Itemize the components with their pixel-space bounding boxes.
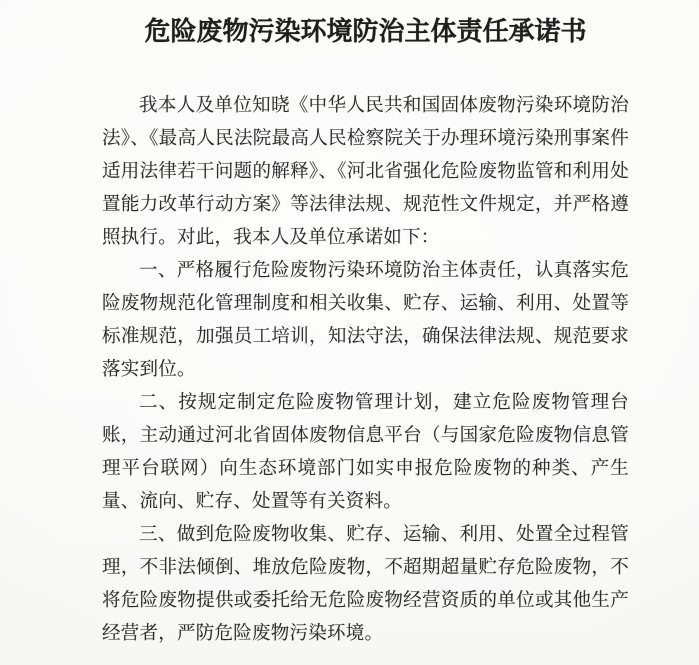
- paragraph-item-3: 三、做到危险废物收集、贮存、运输、利用、处置全过程管理，不非法倾倒、堆放危险废物，不超期超量贮存危险废物，不将危险废物提供或委托给无危险废物经营资质的单位或其他生产经营者，严防危险废物污染环境。: [102, 525, 629, 644]
- document-title: 危险废物污染环境防治主体责任承诺书: [144, 17, 587, 46]
- paragraph-intro: 我本人及单位知晓《中华人民共和国固体废物污染环境防治法》、《最高人民法院最高人民检察院关于办理环境污染刑事案件适用法律若干问题的解释》、《河北省强化危险废物监管和利用处置能力改革行动方案》等法律法规、规范性文件规定，并严格遵照执行。对此，我本人及单位承诺如下：: [102, 96, 629, 248]
- document-body: [102, 90, 629, 651]
- paragraph-item-1: 一、严格履行危险废物污染环境防治主体责任，认真落实危险废物规范化管理制度和相关收集、贮存、运输、利用、处置等标准规范，加强员工培训，知法守法，确保法律法规、规范要求落实到位。: [102, 261, 629, 380]
- paragraph-item-2: 二、按规定制定危险废物管理计划，建立危险废物管理台账，主动通过河北省固体废物信息平台（与国家危险废物信息管理平台联网）向生态环境部门如实申报危险废物的种类、产生量、流向、贮存、处置等有关资料。: [102, 393, 629, 512]
